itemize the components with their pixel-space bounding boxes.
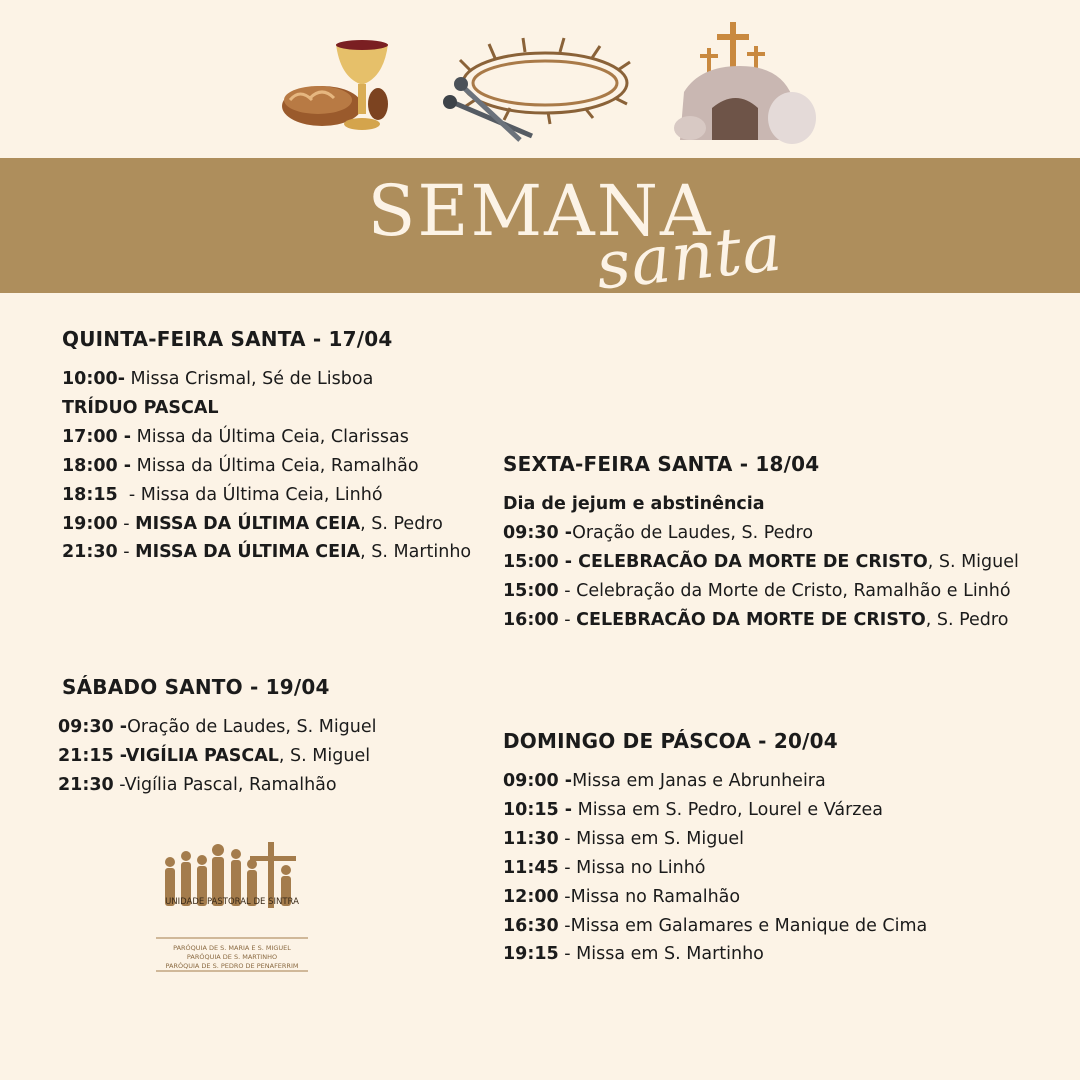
description: -Missa em Galamares e Manique de Cima: [558, 915, 928, 936]
event-name: MISSA DA ÚLTIMA CEIA: [135, 513, 361, 534]
time: 18:00 -: [62, 455, 132, 476]
time: 10:00-: [62, 369, 125, 389]
description: Missa da Última Ceia, Clarissas: [131, 426, 409, 447]
location: , S. Miguel: [278, 745, 371, 766]
schedule-item: [62, 510, 471, 539]
event-name: MISSA DA ÚLTIMA CEIA: [135, 542, 361, 563]
description: Oração de Laudes, S. Miguel: [127, 717, 377, 737]
bread-chalice-icon: [282, 40, 388, 130]
description: Missa em Janas e Abrunheira: [572, 771, 826, 791]
section-title: DOMINGO DE PÁSCOA - 20/04: [503, 729, 838, 753]
section-domingo: [503, 729, 927, 969]
time: 15:00: [503, 580, 559, 601]
section-title: SÁBADO SANTO - 19/04: [62, 675, 330, 699]
location: , S. Pedro: [925, 609, 1009, 630]
section-quinta-feira: [62, 327, 471, 567]
separator: -: [558, 609, 577, 630]
location: , S. Miguel: [927, 551, 1019, 572]
description: - Missa em S. Martinho: [558, 944, 764, 965]
section-sabado: [58, 675, 377, 800]
schedule-item: [62, 452, 471, 481]
section-label: TRÍDUO PASCAL: [62, 397, 219, 418]
description: Missa em S. Pedro, Lourel e Várzea: [572, 799, 883, 820]
time: 15:00 - CELEBRACÃO DA MORTE DE CRISTO: [503, 551, 928, 572]
schedule-item: [503, 940, 927, 969]
section-title: QUINTA-FEIRA SANTA - 17/04: [62, 327, 393, 351]
schedule-item: [503, 577, 1019, 606]
description: Oração de Laudes, S. Pedro: [572, 522, 814, 543]
section-sexta-feira: [503, 452, 1019, 635]
schedule-item: [58, 771, 377, 800]
schedule-item: [503, 825, 927, 854]
separator: -: [117, 542, 136, 563]
time: 11:30: [503, 828, 559, 849]
time: 16:00: [503, 609, 559, 630]
header-icons: [0, 0, 1080, 158]
title-banner: [0, 158, 1080, 305]
schedule-item: [503, 912, 927, 941]
schedule-item: [58, 713, 377, 742]
schedule-item: [62, 481, 471, 510]
schedule-item: [62, 538, 471, 567]
logo-line: PARÓQUIA DE S. MARIA E S. MIGUEL: [173, 944, 291, 952]
time: 19:00: [62, 513, 118, 534]
description: - Missa da Última Ceia, Linhó: [117, 484, 383, 505]
time: 21:15 -VIGÍLIA PASCAL: [58, 745, 279, 766]
time: 21:30: [62, 542, 118, 563]
schedule-item: [62, 423, 471, 452]
description: -Missa no Ramalhão: [558, 886, 741, 907]
time: 17:00 -: [62, 426, 132, 447]
time: 09:30 -: [58, 717, 128, 737]
schedule-item: [503, 854, 927, 883]
schedule-item: [503, 548, 1019, 577]
schedule-item: [503, 519, 1019, 548]
logo-line: PARÓQUIA DE S. PEDRO DE PENAFERRIM: [165, 962, 299, 970]
schedule-item: [503, 796, 927, 825]
time: 09:00 -: [503, 771, 573, 791]
description: -Vigília Pascal, Ramalhão: [113, 774, 337, 795]
time: 11:45: [503, 857, 559, 878]
time: 16:30: [503, 915, 559, 936]
schedule-item: [503, 606, 1019, 635]
schedule-item: [503, 883, 927, 912]
schedule-item: [62, 365, 471, 394]
section-label: Dia de jejum e abstinência: [503, 494, 765, 514]
page-title: SEMANA: [367, 170, 713, 252]
time: 09:30 -: [503, 522, 573, 543]
section-title: SEXTA-FEIRA SANTA - 18/04: [503, 452, 820, 476]
schedule-item: [58, 742, 377, 771]
event-name: CELEBRACÃO DA MORTE DE CRISTO: [576, 609, 926, 630]
time: 21:30: [58, 774, 114, 795]
description: - Missa em S. Miguel: [558, 828, 745, 849]
logo-line: PARÓQUIA DE S. MARTINHO: [186, 953, 278, 961]
schedule-item: [503, 767, 927, 796]
description: Missa Crismal, Sé de Lisboa: [124, 369, 374, 389]
time: 18:15: [62, 484, 118, 505]
description: - Celebração da Morte de Cristo, Ramalhão e Linhó: [558, 580, 1011, 601]
empty-tomb-crosses-icon: [674, 22, 816, 144]
logo-name: UNIDADE PASTORAL DE SINTRA: [165, 897, 299, 907]
nails-icon: [443, 77, 532, 140]
time: 10:15 -: [503, 799, 573, 820]
unidade-pastoral-logo: [152, 840, 312, 975]
location: , S. Pedro: [360, 513, 443, 534]
time: 19:15: [503, 944, 559, 965]
location: , S. Martinho: [360, 542, 472, 563]
description: - Missa no Linhó: [558, 857, 706, 878]
page-subtitle: santa: [592, 208, 787, 305]
time: 12:00: [503, 886, 559, 907]
description: Missa da Última Ceia, Ramalhão: [131, 455, 419, 476]
separator: -: [117, 513, 136, 534]
